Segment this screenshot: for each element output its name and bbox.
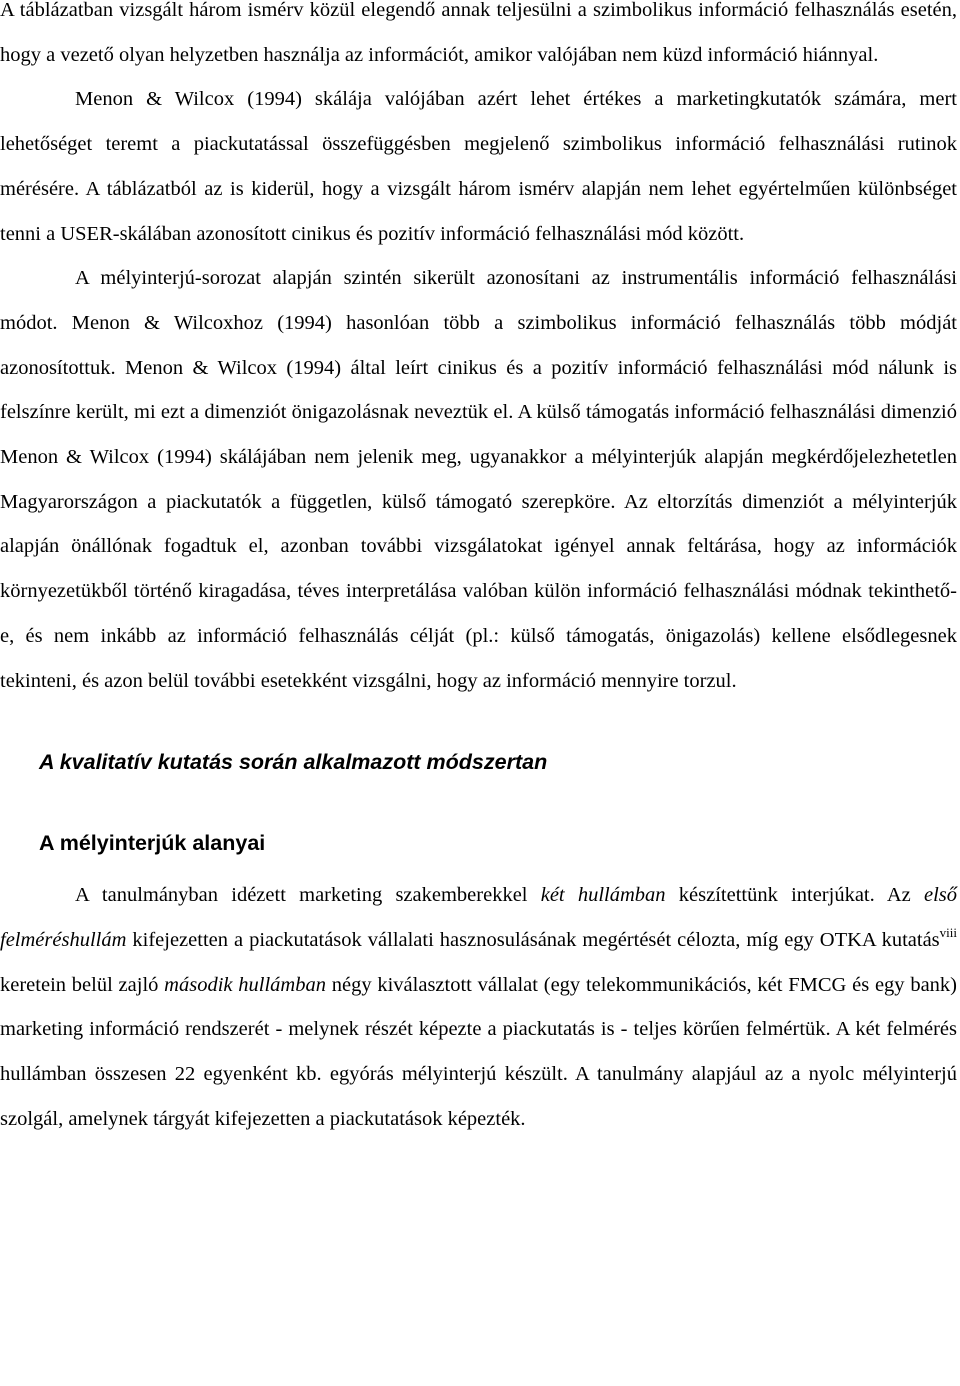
paragraph-symbolic-use: A táblázatban vizsgált három ismérv közül elegendő annak teljesülni a szimbolikus információ felhasználás esetén, hogy a vezető olyan helyzetben használja az információt, amikor valójában nem küzd információ hiánnyal. [0, 0, 957, 66]
text-run: keretein belül zajló [0, 973, 165, 996]
paragraph-menon-wilcox-scale: Menon & Wilcox (1994) skálája valójában azért lehet értékes a marketingkutatók számára, mert lehetőséget teremt a piackutatással összefüggésben megjelenő szimbolikus információ felhasználási rutinok mérésére. A táblázatból az is kiderül, hogy a vizsgált három ismérv alapján nem lehet egyértelműen különbséget tenni a USER-skálában azonosított cinikus és pozitív információ felhasználási mód között. [0, 88, 957, 245]
text-run: A tanulmányban idézett marketing szakemberekkel [75, 884, 541, 907]
paragraph-interview-findings: A mélyinterjú-sorozat alapján szintén sikerült azonosítani az instrumentális információ felhasználási módot. Menon & Wilcoxhoz (1994) hasonlóan több a szimbolikus információ felhasználás több módját azonosítottuk. Menon & Wilcox (1994) által leírt cinikus és a pozitív információ felhasználási mód nálunk is felszínre került, mi ezt a dimenziót önigazolásnak neveztük el. A külső támogatás információ felhasználási dimenzió Menon & Wilcox (1994) skálájában nem jelenik meg, ugyanakkor a mélyinterjúk alapján megkérdőjelezhetetlen Magyarországon a piackutatók a független, külső támogató szerepköre. Az eltorzítás dimenziót a mélyinterjúk alapján önállónak fogadtuk el, azonban további vizsgálatokat igényel annak feltárása, hogy az információk környezetükből történő kiragadása, téves interpretálása valóban külön információ felhasználási módnak tekinthető-e, és nem inkább az információ felhasználás célját (pl.: külső támogatás, önigazolás) kellene elsődlegesnek tekinteni, és azon belül további esetekként vizsgálni, hogy az információ mennyire torzul. [0, 267, 957, 692]
paragraph-interview-subjects [0, 873, 957, 1141]
italic-two-waves: két hullámban [540, 884, 666, 907]
text-run: készítettünk interjúkat. Az [665, 884, 924, 907]
endnote-marker: viii [939, 924, 957, 940]
section-heading: A kvalitatív kutatás során alkalmazott módszertan [39, 750, 548, 775]
subsection-heading: A mélyinterjúk alanyai [39, 831, 266, 856]
text-run: kifejezetten a piackutatások vállalati hasznosulásának megértését célozta, míg egy OTKA kutatás [126, 928, 940, 951]
italic-second-wave: második hullámban [164, 973, 326, 996]
text-run: négy kiválasztott vállalat (egy telekommunikációs, két FMCG és egy bank) marketing információ rendszerét - melynek részét képezte a piackutatás is - teljes körűen felmértük. A két felmérés hullámban összesen 22 egyenként kb. egyórás mélyinterjú készült. A tanulmány alapjául az a nyolc mélyinterjú szolgál, amelynek tárgyát kifejezetten a piackutatások képezték. [0, 973, 957, 1130]
italic-first-wave: első felméréshullám [0, 884, 958, 951]
